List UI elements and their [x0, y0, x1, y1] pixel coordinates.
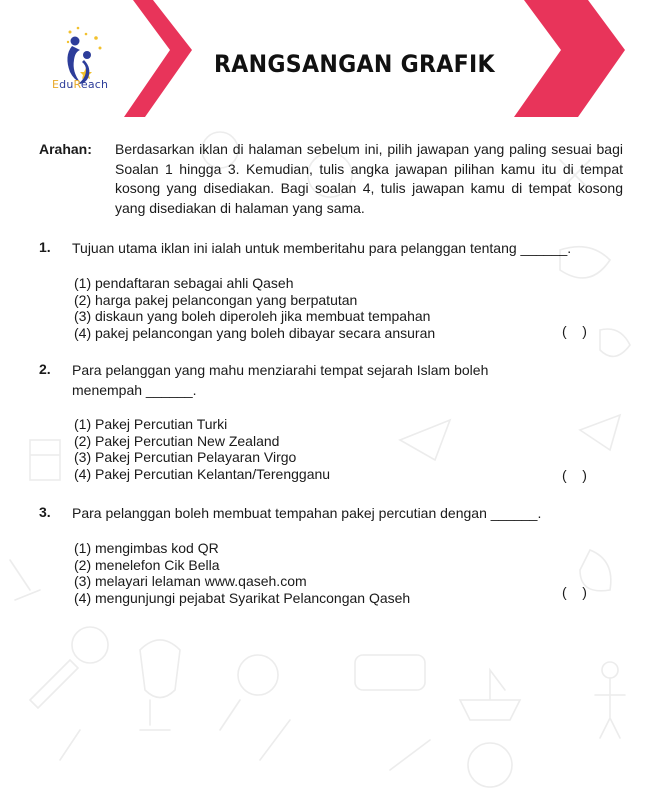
option-4: (4) pakej pelancongan yang boleh dibayar secara ansuran: [74, 324, 436, 341]
question-1-options: [74, 275, 435, 341]
option-1: (1) mengimbas kod QR: [74, 540, 219, 556]
option-3: (3) Pakej Percutian Pelayaran Virgo: [74, 449, 297, 465]
question-2-options: [74, 416, 330, 482]
instructions-label: Arahan:: [39, 141, 92, 157]
question-number: 3.: [39, 504, 51, 520]
option-4: (4) mengunjungi pejabat Syarikat Pelancongan Qaseh: [74, 589, 411, 606]
question-number: 1.: [39, 239, 51, 255]
answer-box-3[interactable]: ( ): [562, 584, 587, 600]
question-text: Para pelanggan boleh membuat tempahan pakej percutian dengan ______.: [72, 505, 542, 521]
logo-wordmark: EduReach: [52, 78, 109, 91]
option-2: (2) menelefon Cik Bella: [74, 556, 220, 573]
option-4: (4) Pakej Percutian Kelantan/Terengganu: [74, 465, 331, 482]
option-2: (2) Pakej Percutian New Zealand: [74, 432, 280, 449]
question-number: 2.: [39, 361, 51, 377]
instructions-text: Berdasarkan iklan di halaman sebelum ini, pilih jawapan yang paling sesuai bagi Soalan 1 hingga 3. Kemudian, tulis angka jawapan pilihan kamu itu di tempat kosong yang disediakan. Bagi soalan 4, tulis jawapan kamu di tempat kosong yang disediakan di halaman yang sama.: [115, 141, 623, 216]
option-1: (1) pendaftaran sebagai ahli Qaseh: [74, 275, 294, 291]
answer-box-1[interactable]: ( ): [562, 323, 587, 339]
question-3-options: [74, 540, 410, 606]
page-title: RANGSANGAN GRAFIK: [214, 50, 495, 78]
option-2: (2) harga pakej pelancongan yang berpatutan: [74, 291, 358, 308]
option-3: (3) diskaun yang boleh diperoleh jika membuat tempahan: [74, 308, 431, 324]
option-3: (3) melayari lelaman www.qaseh.com: [74, 573, 307, 589]
option-1: (1) Pakej Percutian Turki: [74, 416, 228, 432]
question-text: Para pelanggan yang mahu menziarahi tempat sejarah Islam boleh menempah ______.: [72, 362, 489, 398]
answer-box-2[interactable]: ( ): [562, 467, 587, 483]
question-text: Tujuan utama iklan ini ialah untuk memberitahu para pelanggan tentang ______.: [72, 240, 572, 256]
